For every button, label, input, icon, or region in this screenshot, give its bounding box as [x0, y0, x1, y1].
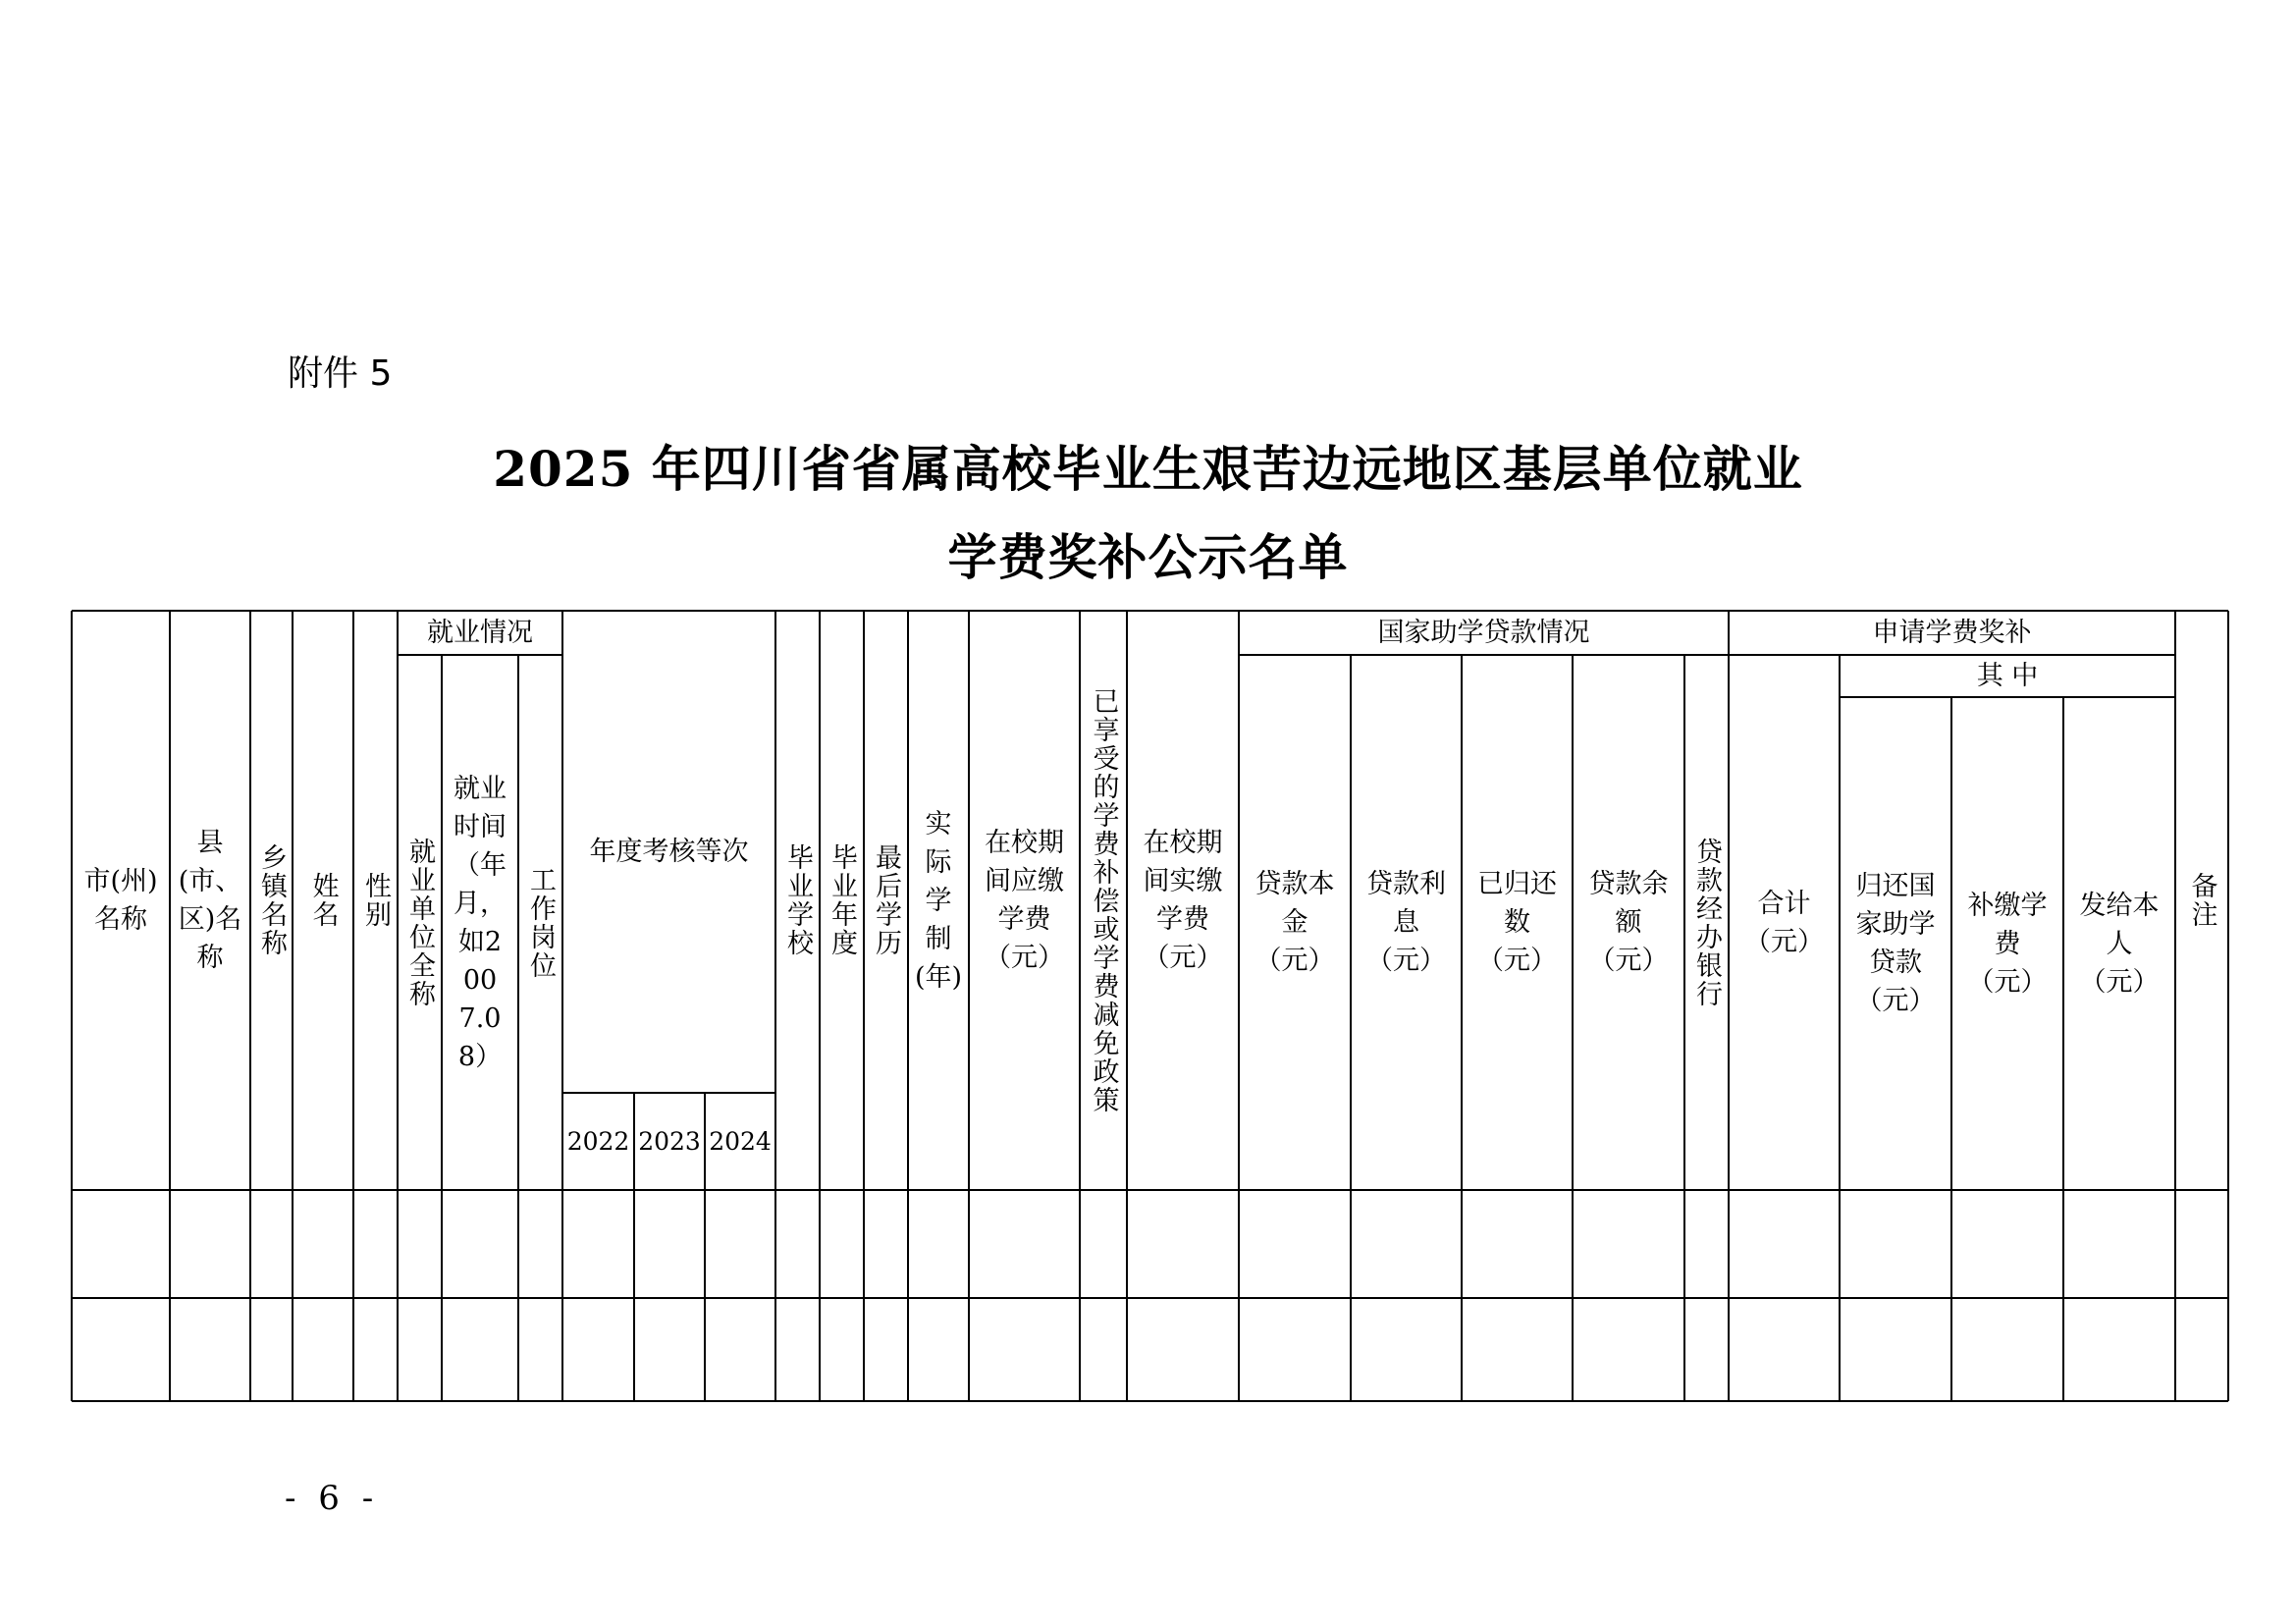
- header-of-which: 其 中: [1976, 661, 2039, 691]
- header-name: 姓名: [307, 872, 339, 929]
- header-city: 市(州)名称: [83, 866, 158, 935]
- header-enjoyed-policy: 已享受的学费补偿或学费减免政策: [1088, 686, 1119, 1114]
- header-repaid: 已归还数（元）: [1477, 869, 1557, 976]
- header-loan-principal: 贷款本金（元）: [1255, 869, 1335, 976]
- table-row: [72, 1190, 2228, 1298]
- attachment-label: 附件 5: [288, 353, 393, 394]
- header-year-2024: 2024: [709, 1127, 772, 1156]
- header-remarks: 备注: [2186, 872, 2217, 929]
- document-title-line-1: 2025 年四川省省属高校毕业生艰苦边远地区基层单位就业: [493, 440, 1803, 498]
- header-pay-tuition: 补缴学费（元）: [1967, 890, 2048, 998]
- header-employer: 就业单位全称: [404, 837, 435, 1008]
- header-education: 最后学历: [871, 843, 901, 957]
- header-employment-group: 就业情况: [427, 618, 533, 648]
- header-employment-time: 就业时间（年月，如2007.08）: [454, 773, 507, 1072]
- header-graduate-school: 毕业学校: [782, 843, 813, 957]
- header-pay-self: 发给本人（元）: [2079, 890, 2160, 998]
- header-job-position: 工作岗位: [525, 865, 556, 980]
- header-annual-assessment: 年度考核等次: [589, 837, 749, 867]
- header-total: 合计（元）: [1744, 888, 1824, 957]
- header-tuition-paid: 在校期间实缴学费（元）: [1143, 828, 1223, 973]
- header-gender: 性别: [360, 872, 391, 929]
- header-county: 县(市、区)名称: [178, 828, 242, 973]
- header-year-2023: 2023: [638, 1127, 701, 1156]
- header-apply-subsidy-group: 申请学费奖补: [1872, 618, 2032, 648]
- header-loan-balance: 贷款余额（元）: [1588, 869, 1669, 976]
- header-program-length: 实际学制(年): [914, 808, 963, 993]
- table-row: [72, 1298, 2228, 1401]
- header-return-loan: 归还国家助学贷款（元）: [1855, 871, 1936, 1016]
- header-tuition-due: 在校期间应缴学费（元）: [985, 828, 1064, 973]
- header-year-2022: 2022: [566, 1127, 630, 1156]
- header-graduate-year: 毕业年度: [827, 843, 857, 957]
- document-title-line-2: 学费奖补公示名单: [947, 528, 1349, 586]
- header-student-loan-group: 国家助学贷款情况: [1377, 618, 1590, 648]
- page-number: - 6 -: [285, 1479, 380, 1518]
- header-loan-interest: 贷款利息（元）: [1366, 869, 1446, 976]
- header-town: 乡镇名称: [256, 843, 287, 957]
- header-loan-bank: 贷款经办银行: [1691, 837, 1722, 1008]
